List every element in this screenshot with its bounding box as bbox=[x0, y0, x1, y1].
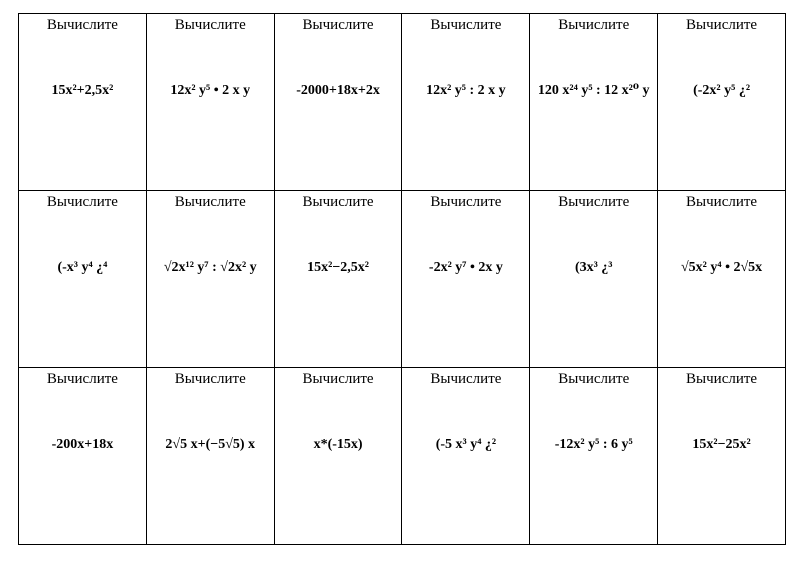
card-10 bbox=[402, 191, 530, 368]
card-title: Вычислите bbox=[430, 371, 502, 387]
card-title: Вычислите bbox=[686, 194, 758, 210]
card-expression: -12x² y⁵ : 6 y⁵ bbox=[554, 437, 633, 452]
card-6 bbox=[658, 14, 786, 191]
card-4 bbox=[402, 14, 530, 191]
card-2 bbox=[146, 14, 274, 191]
card-18 bbox=[658, 368, 786, 545]
card-3 bbox=[274, 14, 402, 191]
card-expression: -2000+18x+2x bbox=[296, 83, 380, 98]
card-12 bbox=[658, 191, 786, 368]
card-title: Вычислите bbox=[174, 371, 246, 387]
card-title: Вычислите bbox=[46, 194, 118, 210]
card-expression: √2x¹² y⁷ : √2x² y bbox=[163, 260, 257, 275]
card-title: Вычислите bbox=[46, 17, 118, 33]
card-8 bbox=[146, 191, 274, 368]
card-expression: (-2x² y⁵ ¿² bbox=[693, 83, 751, 98]
card-title: Вычислите bbox=[430, 17, 502, 33]
card-9 bbox=[274, 191, 402, 368]
card-expression: 12x² y⁵ • 2 x y bbox=[170, 83, 251, 98]
card-title: Вычислите bbox=[558, 17, 630, 33]
card-expression: (-5 x³ y⁴ ¿² bbox=[435, 437, 497, 452]
card-title: Вычислите bbox=[302, 371, 374, 387]
card-15 bbox=[274, 368, 402, 545]
card-expression: -2x² y⁷ • 2x y bbox=[428, 260, 503, 275]
card-title: Вычислите bbox=[302, 194, 374, 210]
card-title: Вычислите bbox=[302, 17, 374, 33]
card-expression: 15x²−2,5x² bbox=[307, 260, 369, 275]
card-title: Вычислите bbox=[430, 194, 502, 210]
card-16 bbox=[402, 368, 530, 545]
card-expression: 12x² y⁵ : 2 x y bbox=[426, 83, 506, 98]
table-row bbox=[19, 14, 786, 191]
card-expression: (-x³ y⁴ ¿⁴ bbox=[57, 260, 108, 275]
table-row bbox=[19, 191, 786, 368]
card-13 bbox=[19, 368, 147, 545]
card-title: Вычислите bbox=[558, 194, 630, 210]
card-title: Вычислите bbox=[174, 17, 246, 33]
card-title: Вычислите bbox=[558, 371, 630, 387]
task-cards-table bbox=[18, 13, 786, 545]
card-7 bbox=[19, 191, 147, 368]
card-title: Вычислите bbox=[686, 371, 758, 387]
table-row bbox=[19, 368, 786, 545]
card-title: Вычислите bbox=[686, 17, 758, 33]
card-expression: x*(-15x) bbox=[313, 437, 363, 452]
card-14 bbox=[146, 368, 274, 545]
card-17 bbox=[530, 368, 658, 545]
card-expression: 120 x²⁴ y⁵ : 12 x²⁰ y bbox=[537, 83, 650, 98]
card-11 bbox=[530, 191, 658, 368]
card-title: Вычислите bbox=[174, 194, 246, 210]
card-expression: 2√5 x+(−5√5) x bbox=[165, 437, 256, 452]
card-5 bbox=[530, 14, 658, 191]
card-expression: 15x²−25x² bbox=[692, 437, 751, 452]
card-expression: (3x³ ¿³ bbox=[574, 260, 613, 275]
card-1 bbox=[19, 14, 147, 191]
card-expression: -200x+18x bbox=[51, 437, 114, 452]
card-expression: √5x² y⁴ • 2√5x bbox=[680, 260, 763, 275]
card-expression: 15x²+2,5x² bbox=[51, 83, 114, 98]
card-title: Вычислите bbox=[46, 371, 118, 387]
